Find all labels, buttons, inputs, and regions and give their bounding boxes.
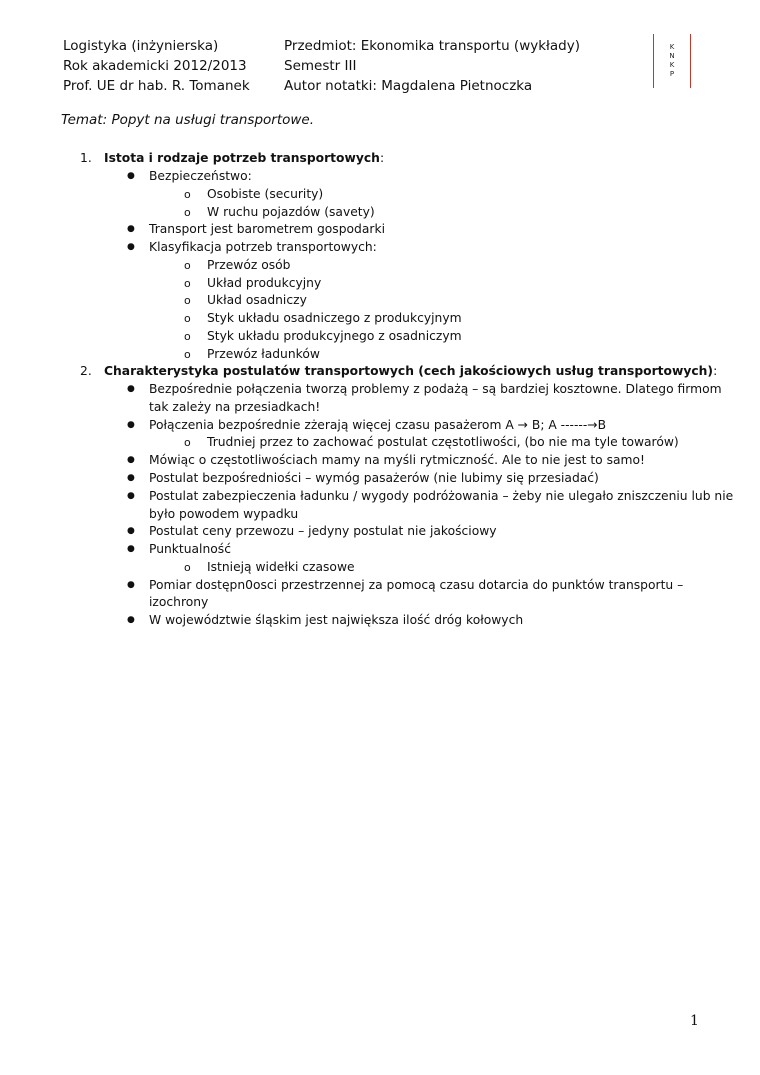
- list-item-continuation: izochrony: [149, 595, 209, 609]
- list-item: Postulat ceny przewozu – jedyny postulat nie jakościowy: [149, 524, 497, 538]
- topic-heading: Temat: Popyt na usługi transportowe.: [61, 112, 315, 128]
- circle-bullet-icon: o: [184, 561, 191, 574]
- bullet-icon: ●: [127, 473, 135, 483]
- sub-list-item: W ruchu pojazdów (savety): [207, 205, 375, 219]
- sub-list-item: Przewóz osób: [207, 258, 291, 272]
- bullet-icon: ●: [127, 526, 135, 536]
- section-title: Charakterystyka postulatów transportowych (cech jakościowych usług transportowych):: [104, 364, 718, 378]
- list-item: Postulat bezpośredniości – wymóg pasażerów (nie lubimy się przesiadać): [149, 471, 599, 485]
- list-item: Mówiąc o częstotliwościach mamy na myśli rytmiczność. Ale to nie jest to samo!: [149, 453, 645, 467]
- section-number: 2.: [80, 364, 92, 378]
- circle-bullet-icon: o: [184, 330, 191, 343]
- bullet-icon: ●: [127, 224, 135, 234]
- sub-list-item: Istnieją widełki czasowe: [207, 560, 355, 574]
- lecturer: Prof. UE dr hab. R. Tomanek: [63, 78, 250, 94]
- bullet-icon: ●: [127, 455, 135, 465]
- circle-bullet-icon: o: [184, 259, 191, 272]
- subject: Przedmiot: Ekonomika transportu (wykłady): [284, 38, 580, 54]
- list-item: Transport jest barometrem gospodarki: [149, 222, 385, 236]
- note-author: Autor notatki: Magdalena Pietnoczka: [284, 78, 533, 94]
- sub-list-item: Układ osadniczy: [207, 293, 307, 307]
- sub-list-item: Osobiste (security): [207, 187, 324, 201]
- list-item: Punktualność: [149, 542, 231, 556]
- list-item: Połączenia bezpośrednie zżerają więcej czasu pasażerom A → B; A ------→B: [149, 418, 607, 432]
- section-title: Istota i rodzaje potrzeb transportowych:: [104, 151, 385, 165]
- semester: Semestr III: [284, 58, 357, 74]
- circle-bullet-icon: o: [184, 206, 191, 219]
- page-number: 1: [690, 1013, 699, 1029]
- circle-bullet-icon: o: [184, 348, 191, 361]
- sub-list-item: Przewóz ładunków: [207, 347, 320, 361]
- bullet-icon: ●: [127, 580, 135, 590]
- sub-list-item: Trudniej przez to zachować postulat częstotliwości, (bo nie ma tyle towarów): [207, 435, 679, 449]
- circle-bullet-icon: o: [184, 188, 191, 201]
- circle-bullet-icon: o: [184, 312, 191, 325]
- bullet-icon: ●: [127, 384, 135, 394]
- list-item: Bezpieczeństwo:: [149, 169, 252, 183]
- knkp-logo: K N K P: [653, 34, 691, 88]
- circle-bullet-icon: o: [184, 277, 191, 290]
- bullet-icon: ●: [127, 420, 135, 430]
- sub-list-item: Układ produkcyjny: [207, 276, 322, 290]
- sub-list-item: Styk układu osadniczego z produkcyjnym: [207, 311, 462, 325]
- circle-bullet-icon: o: [184, 294, 191, 307]
- list-item: Pomiar dostępn0osci przestrzennej za pomocą czasu dotarcia do punktów transportu –: [149, 578, 684, 592]
- bullet-icon: ●: [127, 544, 135, 554]
- bullet-icon: ●: [127, 242, 135, 252]
- bullet-icon: ●: [127, 615, 135, 625]
- sub-list-item: Styk układu produkcyjnego z osadniczym: [207, 329, 462, 343]
- list-item: Klasyfikacja potrzeb transportowych:: [149, 240, 377, 254]
- bullet-icon: ●: [127, 171, 135, 181]
- header-middle: [284, 36, 580, 96]
- academic-year: Rok akademicki 2012/2013: [63, 58, 247, 74]
- list-item: W województwie śląskim jest największa ilość dróg kołowych: [149, 613, 524, 627]
- section-number: 1.: [80, 151, 92, 165]
- header-left: [63, 36, 250, 96]
- list-item-continuation: było powodem wypadku: [149, 507, 299, 521]
- field-of-study: Logistyka (inżynierska): [63, 38, 219, 54]
- circle-bullet-icon: o: [184, 436, 191, 449]
- bullet-icon: ●: [127, 491, 135, 501]
- list-item-continuation: tak zależy na przesiadkach!: [149, 400, 321, 414]
- list-item: Bezpośrednie połączenia tworzą problemy z podażą – są bardziej kosztowne. Dlatego firmom: [149, 382, 722, 396]
- list-item: Postulat zabezpieczenia ładunku / wygody podróżowania – żeby nie ulegało zniszczeniu lub nie: [149, 489, 734, 503]
